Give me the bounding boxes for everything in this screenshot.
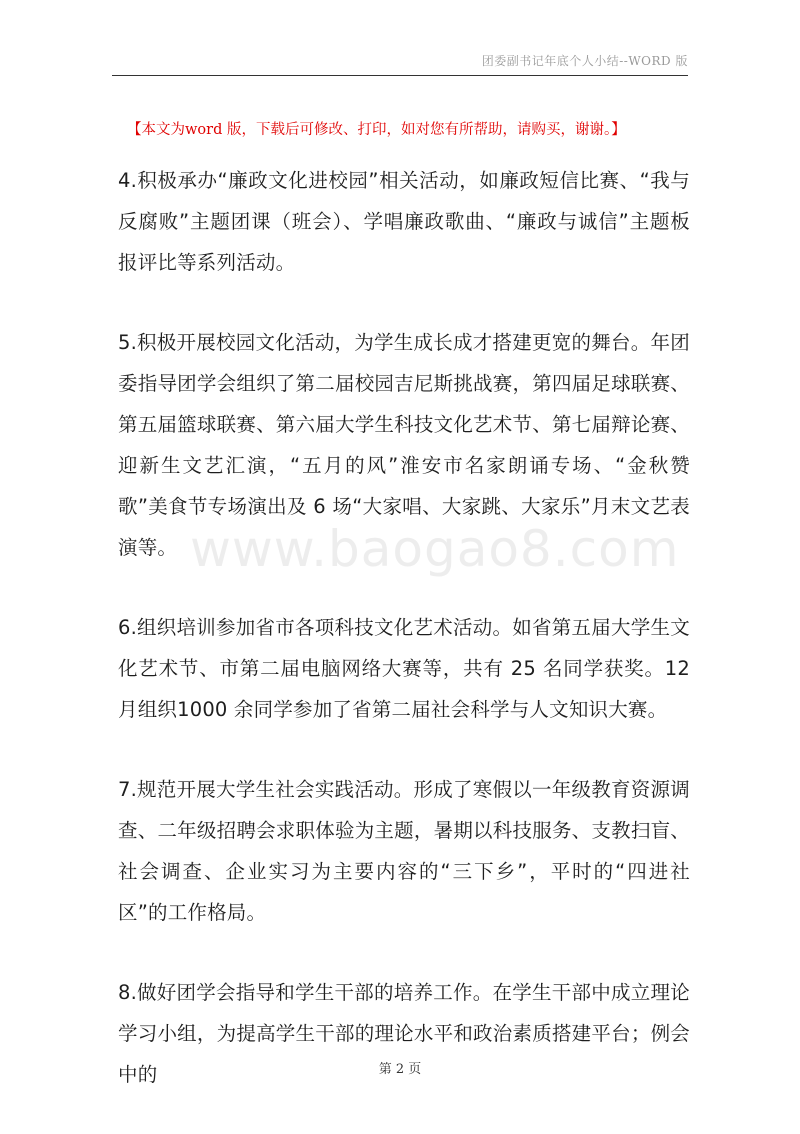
document-header-title: 团委副书记年底个人小结--WORD 版: [481, 54, 688, 68]
page-number: 第 2 页: [378, 1062, 422, 1077]
header-divider: [112, 75, 688, 76]
paragraph-item-7: 7.规范开展大学生社会实践活动。形成了寒假以一年级教育资源调查、二年级招聘会求职体验为主题，暑期以科技服务、支教扫盲、社会调查、企业实习为主要内容的“三下乡”，平时的“四进社区”的工作格局。: [118, 778, 690, 924]
paragraph-item-5: 5.积极开展校园文化活动，为学生成长成才搭建更宽的舞台。年团委指导团学会组织了第二届校园吉尼斯挑战赛，第四届足球联赛、第五届篮球联赛、第六届大学生科技文化艺术节、第七届辩论赛、迎新生文艺汇演，“五月的风”淮安市名家朗诵专场、“金秋赞歌”美食节专场演出及 6 场“大家唱、大家跳、大家乐”月末文艺表演等。: [118, 331, 690, 559]
paragraph-item-4: 4.积极承办“廉政文化进校园”相关活动，如廉政短信比赛、“我与反腐败”主题团课（班会）、学唱廉政歌曲、“廉政与诚信”主题板报评比等系列活动。: [118, 169, 690, 274]
download-notice: 【本文为word 版，下载后可修改、打印，如对您有所帮助，请购买，谢谢。】: [127, 122, 626, 138]
watermark: www.baogao8.com: [190, 520, 680, 578]
paragraph-item-6: 6.组织培训参加省市各项科技文化艺术活动。如省第五届大学生文化艺术节、市第二届电脑网络大赛等，共有 25 名同学获奖。12 月组织1000 余同学参加了省第二届社会科学与人文知识大赛。: [118, 616, 690, 721]
document-body: [118, 160, 690, 1134]
paragraph-item-8: 8.做好团学会指导和学生干部的培养工作。在学生干部中成立理论学习小组，为提高学生干部的理论水平和政治素质搭建平台；例会中的: [118, 981, 690, 1086]
